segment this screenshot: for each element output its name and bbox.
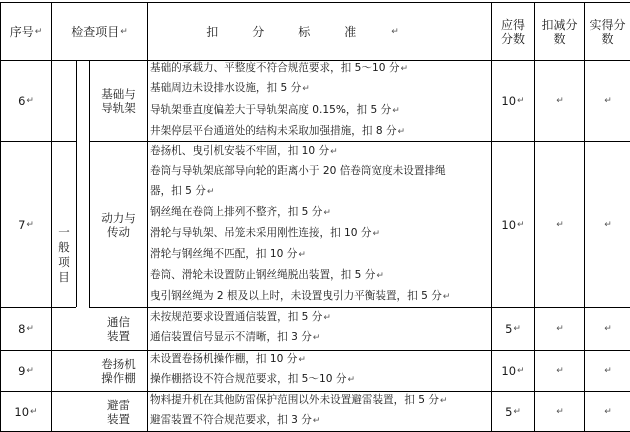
row7-seq: 7 ↵	[18, 217, 34, 232]
row8-actual: ↵	[604, 324, 612, 334]
row10-item: 避雷装置	[107, 397, 130, 426]
row8-due: 5 ↵	[505, 322, 521, 336]
row9-criterion: 未设置卷扬机操作棚，扣 10 分↵	[150, 353, 306, 365]
row7-criterion: 卷筒、滑轮未设置防止钢丝绳脱出装置，扣 5 分↵	[150, 269, 384, 281]
row6-criterion: 基础的承载力、平整度不符合规范要求，扣 5～10 分↵	[150, 62, 408, 74]
row9-seq: 9 ↵	[18, 364, 34, 378]
row6-criterion: 基础周边未设排水设施，扣 5 分↵	[150, 82, 310, 94]
row7-criterion: 卷筒与导轨架底部导向轮的距离小于 20 倍卷筒宽度未设置排绳	[150, 165, 446, 177]
rule-item	[147, 2, 148, 432]
row10-seq: 10 ↵	[14, 404, 38, 419]
header-deduct: 扣减分数	[541, 17, 578, 46]
header-standard: 扣分标准 ↵	[206, 24, 433, 39]
row10-due: 5 ↵	[505, 404, 521, 419]
rule-group-left	[76, 60, 77, 307]
row6-criterion: 井架停层平台通道处的结构未采取加强措施，扣 8 分↵	[150, 125, 406, 137]
row9-criterion: 操作棚搭设不符合规范要求，扣 5～10 分↵	[150, 373, 356, 385]
header-item: 检查项目 ↵	[71, 24, 128, 39]
row9-actual: ↵	[604, 366, 612, 376]
header-due: 应得分数	[500, 17, 525, 46]
row10-criterion: 避雷装置不符合规范要求，扣 3 分↵	[150, 414, 321, 426]
row6-deduct: ↵	[556, 96, 564, 106]
row7-item: 动力与传动	[101, 210, 136, 239]
row6-item: 基础与导轨架	[101, 87, 136, 115]
row7-criterion: 卷扬机、曳引机安装不牢固，扣 10 分↵	[150, 145, 338, 157]
header-seq: 序号 ↵	[9, 24, 43, 39]
row10-criterion: 物料提升机在其他防雷保护范围以外未设置避雷装置，扣 5 分↵	[150, 394, 448, 406]
row9-deduct: ↵	[556, 366, 564, 376]
row7-criterion: 器，扣 5 分↵	[150, 185, 215, 197]
row7-criterion: 滑轮与导轨架、吊笼未采用刚性连接，扣 10 分↵	[150, 227, 381, 239]
row7-actual: ↵	[604, 219, 612, 230]
row9-due: 10 ↵	[501, 364, 525, 378]
row10-deduct: ↵	[556, 406, 564, 417]
row6-due: 10 ↵	[501, 94, 525, 108]
row9-item: 卷扬机操作棚	[101, 357, 136, 385]
row8-criterion: 未按规范要求设置通信装置，扣 5 分↵	[150, 311, 331, 323]
group-label: 一 般 项 目	[58, 225, 70, 284]
row7-due: 10 ↵	[501, 217, 525, 232]
row8-item: 通信装置	[107, 315, 130, 343]
row7-deduct: ↵	[556, 219, 564, 230]
row8-criterion: 通信装置信号显示不清晰，扣 3 分↵	[150, 331, 321, 343]
row7-criterion: 钢丝绳在卷筒上排列不整齐，扣 5 分↵	[150, 206, 331, 218]
row7-criterion: 滑轮与钢丝绳不匹配，扣 10 分↵	[150, 248, 306, 260]
header-actual: 实得分数	[589, 17, 626, 46]
row6-criterion: 导轨架垂直度偏差大于导轨架高度 0.15%，扣 5 分↵	[150, 104, 400, 116]
row6-actual: ↵	[604, 96, 612, 106]
row8-deduct: ↵	[556, 324, 564, 334]
row6-seq: 6 ↵	[18, 94, 34, 108]
row8-seq: 8 ↵	[18, 322, 34, 336]
row10-actual: ↵	[604, 406, 612, 417]
row7-criterion: 曳引钢丝绳为 2 根及以上时，未设置曳引力平衡装置，扣 5 分↵	[150, 290, 451, 302]
